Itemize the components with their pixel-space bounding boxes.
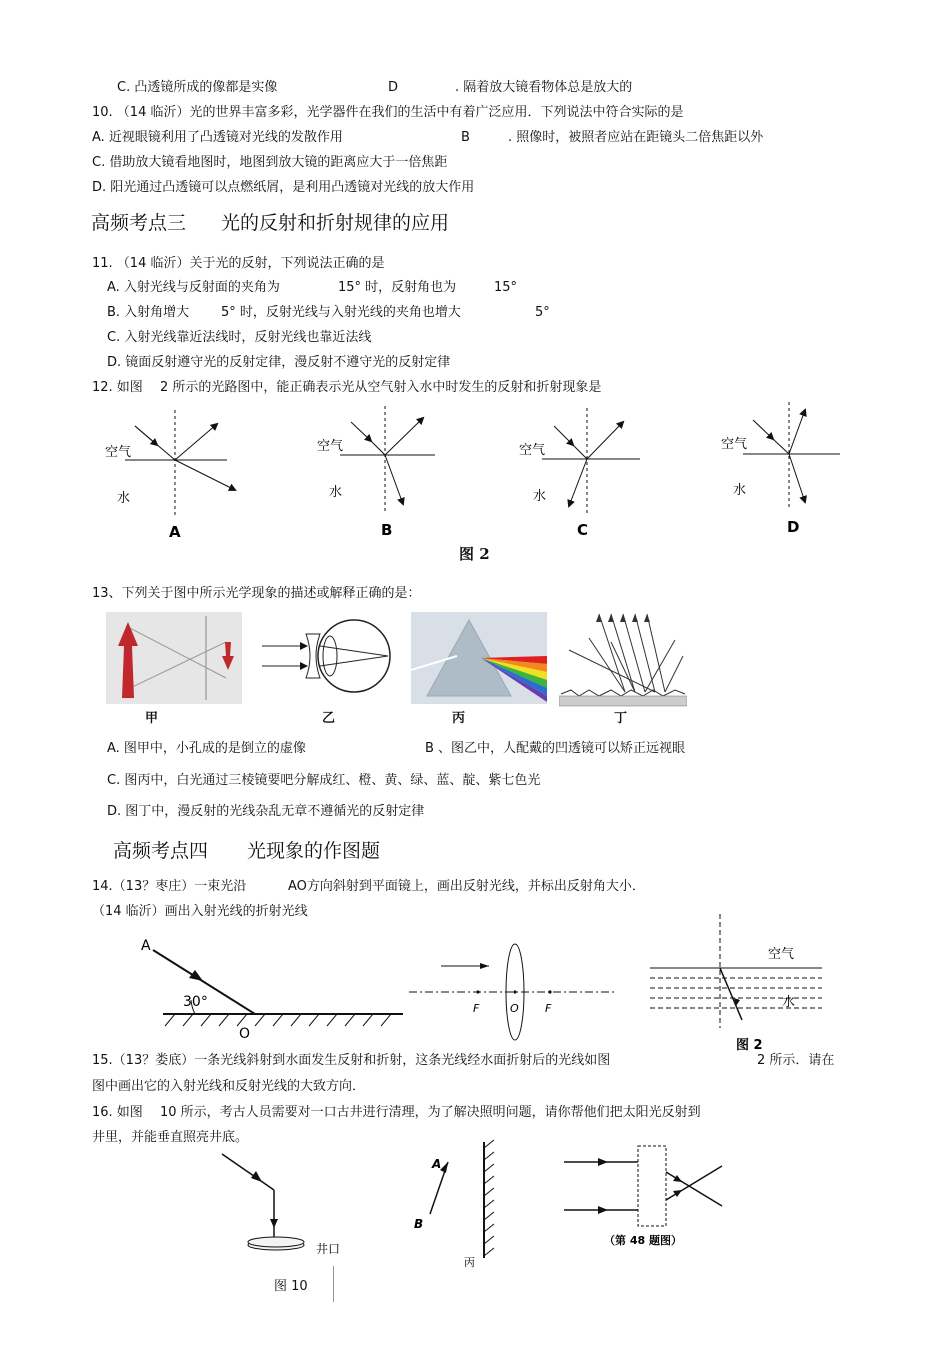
q12-diagram-c <box>519 408 640 539</box>
q13-label-jia: 甲 <box>145 711 159 726</box>
q16-wall-caption: 丙 <box>464 1256 475 1269</box>
q13-stem: 13、下列关于图中所示光学现象的描述或解释正确的是： <box>92 586 421 601</box>
q12-b-air-label: 空气 <box>317 439 344 454</box>
q13-prism-image <box>411 612 547 704</box>
q11-option-b-2: 5° 时，反射光线与入射光线的夹角也增大 <box>221 305 461 320</box>
q12-label-c: C <box>577 521 589 539</box>
q10-option-a: A. 近视眼镜利用了凸透镜对光线的发散作用 <box>92 130 343 145</box>
q12-a-water-label: 水 <box>117 491 131 506</box>
q12-diagram-b <box>317 406 435 539</box>
q11-option-a-2: 15° 时，反射角也为 <box>338 280 457 295</box>
q15-stem-3: 图中画出它的入射光线和反射光线的大致方向． <box>92 1079 366 1094</box>
q11-option-a-3: 15° <box>494 280 518 295</box>
q13-option-d: D. 图丁中，漫反射的光线杂乱无章不遵循光的反射定律 <box>107 804 425 819</box>
q12-stem-1: 12. 如图 <box>92 380 143 395</box>
q11-option-a-1: A. 入射光线与反射面的夹角为 <box>107 280 280 295</box>
q13-option-a: A. 图甲中，小孔成的是倒立的虚像 <box>107 741 306 756</box>
q12-d-air-label: 空气 <box>721 437 748 452</box>
q16-stem-3: 井里，并能垂直照亮井底。 <box>92 1130 249 1145</box>
q14-lens-f1: F <box>473 1002 480 1015</box>
q14-mirror-figure <box>135 934 415 1046</box>
q12-label-b: B <box>381 521 393 539</box>
q11-option-b-3: 5° <box>535 305 550 320</box>
q11-option-b-1: B. 入射角增大 <box>107 305 190 320</box>
q16-stem-2: 10 所示，考古人员需要对一口古井进行清理，为了解决照明问题，请你帮他们把太阳光反射到 <box>160 1105 701 1120</box>
q13-diffuse-image <box>559 610 687 708</box>
q16-label-b: B <box>414 1217 424 1231</box>
q16-well-figure <box>210 1148 360 1270</box>
q15-stem-1: 15.（13？娄底）一条光线斜射到水面发生反射和折射，这条光线经水面折射后的光线如图 <box>92 1053 611 1068</box>
q16-divider <box>333 1266 334 1302</box>
q13-option-c: C. 图丙中，白光通过三棱镜要吧分解成红、橙、黄、绿、蓝、靛、紫七色光 <box>107 773 541 788</box>
q11-option-d: D. 镜面反射遵守光的反射定律，漫反射不遵守光的反射定律 <box>107 355 451 370</box>
q11-stem: 11. （14 临沂）关于光的反射，下列说法正确的是 <box>92 256 385 271</box>
q16-caption: 图 10 <box>274 1279 308 1294</box>
q13-eye-image <box>258 612 398 702</box>
q16-box-caption: （第 48 题图） <box>604 1234 682 1247</box>
q13-option-b: B 、图乙中，人配戴的凹透镜可以矫正远视眼 <box>425 741 686 756</box>
q16-label-a: A <box>432 1157 442 1171</box>
q16-stem-1: 16. 如图 <box>92 1105 143 1120</box>
q12-a-air-label: 空气 <box>105 445 132 460</box>
section3-subtitle: 光的反射和折射规律的应用 <box>221 212 450 234</box>
section4-subtitle: 光现象的作图题 <box>247 840 381 862</box>
q14-lens-f2: F <box>545 1002 552 1015</box>
q11-option-c: C. 入射光线靠近法线时，反射光线也靠近法线 <box>107 330 372 345</box>
q14-lens-figure <box>405 940 620 1046</box>
q16-box-figure <box>560 1144 730 1250</box>
q10-option-c: C. 借助放大镜看地图时，地图到放大镜的距离应大于一倍焦距 <box>92 155 448 170</box>
q13-label-yi: 乙 <box>322 711 336 726</box>
q14-lens-o: O <box>510 1002 519 1015</box>
q13-label-bing: 丙 <box>452 711 466 726</box>
q14-water-figure <box>650 912 830 1052</box>
q12-label-a: A <box>169 523 181 541</box>
q12-diagram-d <box>721 402 840 536</box>
q14-label-a: A <box>141 938 151 954</box>
q12-diagram-a <box>105 410 235 541</box>
q10-option-b-text: . 照像时，被照者应站在距镜头二倍焦距以外 <box>508 130 764 145</box>
q10-stem: 10. （14 临沂）光的世界丰富多彩，光学器件在我们的生活中有着广泛应用．下列说法中符合实际的是 <box>92 105 684 120</box>
q12-label-d: D <box>787 518 800 536</box>
q13-label-ding: 丁 <box>614 711 628 726</box>
q14-label-o: O <box>239 1026 251 1042</box>
q14-stem-3: （14 临沂）画出入射光线的折射光线 <box>92 904 308 919</box>
q12-d-water-label: 水 <box>733 483 747 498</box>
q12-figure <box>95 398 855 568</box>
q16-well-label: 井口 <box>316 1242 341 1256</box>
q9-option-c: C. 凸透镜所成的像都是实像 <box>117 80 278 95</box>
q10-option-b-letter: B <box>461 130 470 145</box>
q9-option-d-letter: D <box>388 80 399 95</box>
q12-b-water-label: 水 <box>329 485 343 500</box>
q13-pinhole-image <box>106 612 242 704</box>
q12-caption: 图 2 <box>459 545 490 563</box>
q12-stem-2: 2 所示的光路图中，能正确表示光从空气射入水中时发生的反射和折射现象是 <box>160 380 602 395</box>
q12-c-air-label: 空气 <box>519 443 546 458</box>
q14-stem-1: 14.（13？枣庄）一束光沿 <box>92 879 247 894</box>
q16-wall-figure <box>402 1138 512 1272</box>
q14-angle-label: 30° <box>183 994 208 1010</box>
section3-title: 高频考点三 <box>91 212 187 234</box>
q14-stem-2: AO方向斜射到平面镜上，画出反射光线，并标出反射角大小． <box>288 879 645 894</box>
q15-stem-2: 2 所示．请在 <box>757 1053 835 1068</box>
q9-option-d-text: . 隔着放大镜看物体总是放大的 <box>455 80 633 95</box>
q14-water-water-label: 水 <box>782 995 796 1010</box>
q14-water-air-label: 空气 <box>768 947 795 962</box>
q10-option-d: D. 阳光通过凸透镜可以点燃纸屑，是利用凸透镜对光线的放大作用 <box>92 180 475 195</box>
q14-water-caption: 图 2 <box>736 1038 763 1052</box>
q12-c-water-label: 水 <box>533 489 547 504</box>
section4-title: 高频考点四 <box>113 840 209 862</box>
